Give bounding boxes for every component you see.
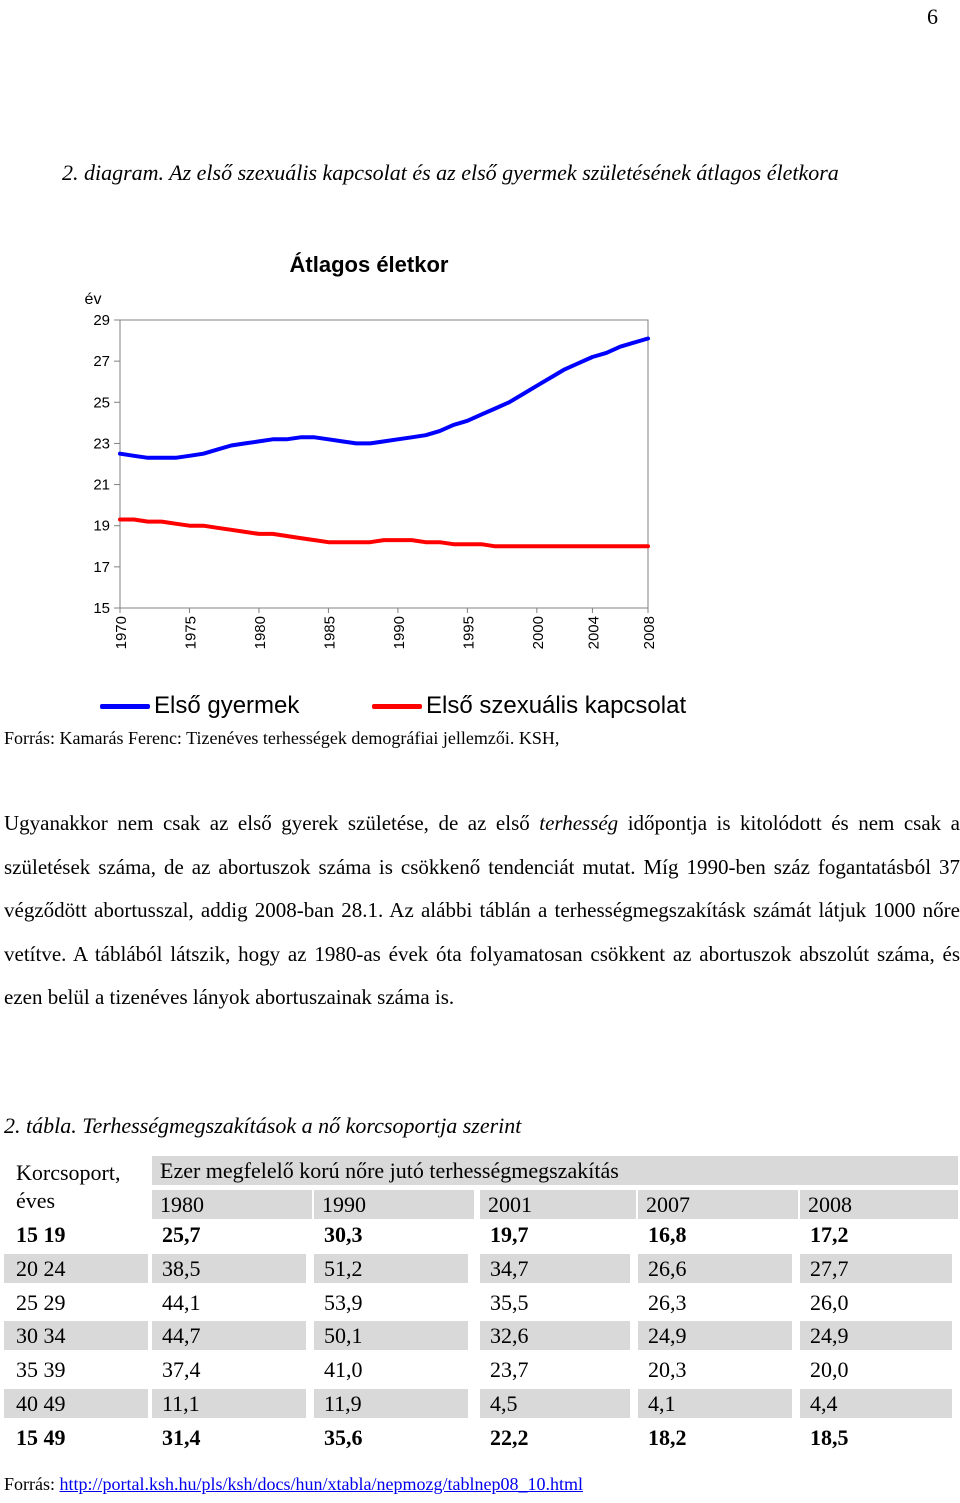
table-cell: 30,3 xyxy=(324,1222,363,1247)
table-cell: 53,9 xyxy=(324,1289,363,1315)
x-tick-label: 1995 xyxy=(460,616,478,650)
table-cell: 25,7 xyxy=(162,1222,201,1247)
x-tick-label: 2004 xyxy=(585,616,603,650)
table-cell: 11,9 xyxy=(314,1389,468,1418)
body-paragraph: Ugyanakkor nem csak az első gyerek születése, de az első terhesség időpontja is kitolódott és nem csak a születések száma, de az abortuszok száma is csökkenő tendenciát mutat. Míg 1990-ben száz fogantatásból 37 végződött abortusszal, addig 2008-ban 28.1. Az alábbi táblán a terhességmegszakításk számát látjuk 1000 nőre vetítve. A táblából látszik, hogy az 1980-as évek óta folyamatosan csökkent az abortuszok abszolút száma, és ezen belül a tizenéves lányok abortuszainak száma is. xyxy=(4,811,960,1009)
table-cell: 31,4 xyxy=(162,1424,201,1450)
source-link[interactable]: http://portal.ksh.hu/pls/ksh/docs/hun/xtabla/nepmozg/tablnep08_10.html xyxy=(59,1474,583,1494)
table-row-label: 25 29 xyxy=(16,1289,66,1315)
table-cell: 44,7 xyxy=(152,1321,306,1350)
table-cell: 35,6 xyxy=(324,1424,363,1450)
table-corner-line2: éves xyxy=(16,1188,56,1213)
table-cell: 50,1 xyxy=(314,1321,468,1350)
figure-caption: 2. diagram. Az első szexuális kapcsolat és az első gyermek születésének átlagos életkora xyxy=(62,160,839,185)
legend-swatch-red xyxy=(372,704,422,709)
chart-title: Átlagos életkor xyxy=(289,252,449,277)
y-tick-label: 23 xyxy=(93,435,110,453)
legend-label-first-intercourse: Első szexuális kapcsolat xyxy=(426,692,687,719)
table-row-label: 30 34 xyxy=(4,1321,148,1350)
table-cell: 44,1 xyxy=(162,1289,201,1315)
table-cell: 26,3 xyxy=(648,1289,687,1315)
table-corner-line1: Korcsoport, xyxy=(16,1160,121,1185)
table-cell: 16,8 xyxy=(648,1222,687,1247)
table-cell: 4,5 xyxy=(480,1389,630,1418)
y-tick-label: 29 xyxy=(93,312,110,329)
x-tick-label: 1985 xyxy=(321,616,339,650)
table-cell: 19,7 xyxy=(490,1222,529,1247)
legend-item-first-intercourse xyxy=(372,692,686,720)
table-year-header: 1990 xyxy=(314,1190,474,1219)
legend-swatch-blue xyxy=(100,704,150,709)
table-source: Forrás: http://portal.ksh.hu/pls/ksh/docs/hun/xtabla/nepmozg/tablnep08_10.html xyxy=(4,1474,583,1494)
table-cell: 17,2 xyxy=(810,1222,849,1247)
table-cell: 24,9 xyxy=(638,1321,792,1350)
legend-item-first-child xyxy=(100,692,299,720)
table-year-header: 2001 xyxy=(480,1190,636,1219)
table-cell: 20,3 xyxy=(648,1357,687,1383)
table-row-label: 15 19 xyxy=(16,1222,66,1247)
plot-area-border xyxy=(120,320,648,608)
figure-source: Forrás: Kamarás Ferenc: Tizenéves terhességek demográfiai jellemzői. KSH, xyxy=(4,728,560,748)
table-year-header: 2008 xyxy=(800,1190,958,1219)
series-line-first-intercourse xyxy=(120,520,648,547)
y-tick-label: 19 xyxy=(93,517,110,535)
table-cell: 37,4 xyxy=(162,1357,201,1383)
y-axis-label: év xyxy=(84,291,102,308)
table-cell: 11,1 xyxy=(152,1389,306,1418)
table-caption: 2. tábla. Terhességmegszakítások a nő korcsoportja szerint xyxy=(4,1113,522,1138)
table-cell: 51,2 xyxy=(314,1254,468,1283)
table-cell: 22,2 xyxy=(490,1424,529,1450)
y-tick-label: 25 xyxy=(93,394,110,412)
table-cell: 34,7 xyxy=(480,1254,630,1283)
emphasis-term: terhesség xyxy=(539,811,619,835)
table-cell: 18,2 xyxy=(648,1424,687,1450)
table-cell: 35,5 xyxy=(490,1289,529,1315)
x-tick-label: 2008 xyxy=(641,616,658,650)
x-tick-label: 2000 xyxy=(529,616,547,650)
y-tick-label: 15 xyxy=(93,600,110,617)
table-row-label: 15 49 xyxy=(16,1424,66,1450)
table-cell: 26,6 xyxy=(638,1254,792,1283)
table-cell: 20,0 xyxy=(810,1357,849,1383)
table-group-header: Ezer megfelelő korú nőre jutó terhességmegszakítás xyxy=(152,1156,958,1185)
page-number: 6 xyxy=(927,4,938,29)
line-chart xyxy=(0,240,700,670)
table-row-label: 40 49 xyxy=(4,1389,148,1418)
x-tick-label: 1970 xyxy=(113,616,130,650)
table-year-header: 2007 xyxy=(638,1190,798,1219)
table-cell: 23,7 xyxy=(490,1357,529,1383)
x-tick-label: 1975 xyxy=(182,616,200,650)
table-cell: 41,0 xyxy=(324,1357,363,1383)
table-year-header: 1980 xyxy=(152,1190,312,1219)
table-row-label: 20 24 xyxy=(4,1254,148,1283)
table-cell: 4,4 xyxy=(800,1389,952,1418)
y-tick-label: 27 xyxy=(93,353,110,371)
table-cell: 38,5 xyxy=(152,1254,306,1283)
table-row-label: 35 39 xyxy=(16,1357,66,1383)
table-cell: 32,6 xyxy=(480,1321,630,1350)
y-tick-label: 17 xyxy=(93,558,110,576)
table-cell: 27,7 xyxy=(800,1254,952,1283)
x-tick-label: 1980 xyxy=(251,616,269,650)
series-line-first-child xyxy=(120,339,648,458)
y-tick-label: 21 xyxy=(93,476,110,494)
table-cell: 26,0 xyxy=(810,1289,849,1315)
table-cell: 4,1 xyxy=(638,1389,792,1418)
legend-label-first-child: Első gyermek xyxy=(154,692,300,719)
table-cell: 24,9 xyxy=(800,1321,952,1350)
x-tick-label: 1990 xyxy=(390,616,408,650)
table-cell: 18,5 xyxy=(810,1424,849,1450)
